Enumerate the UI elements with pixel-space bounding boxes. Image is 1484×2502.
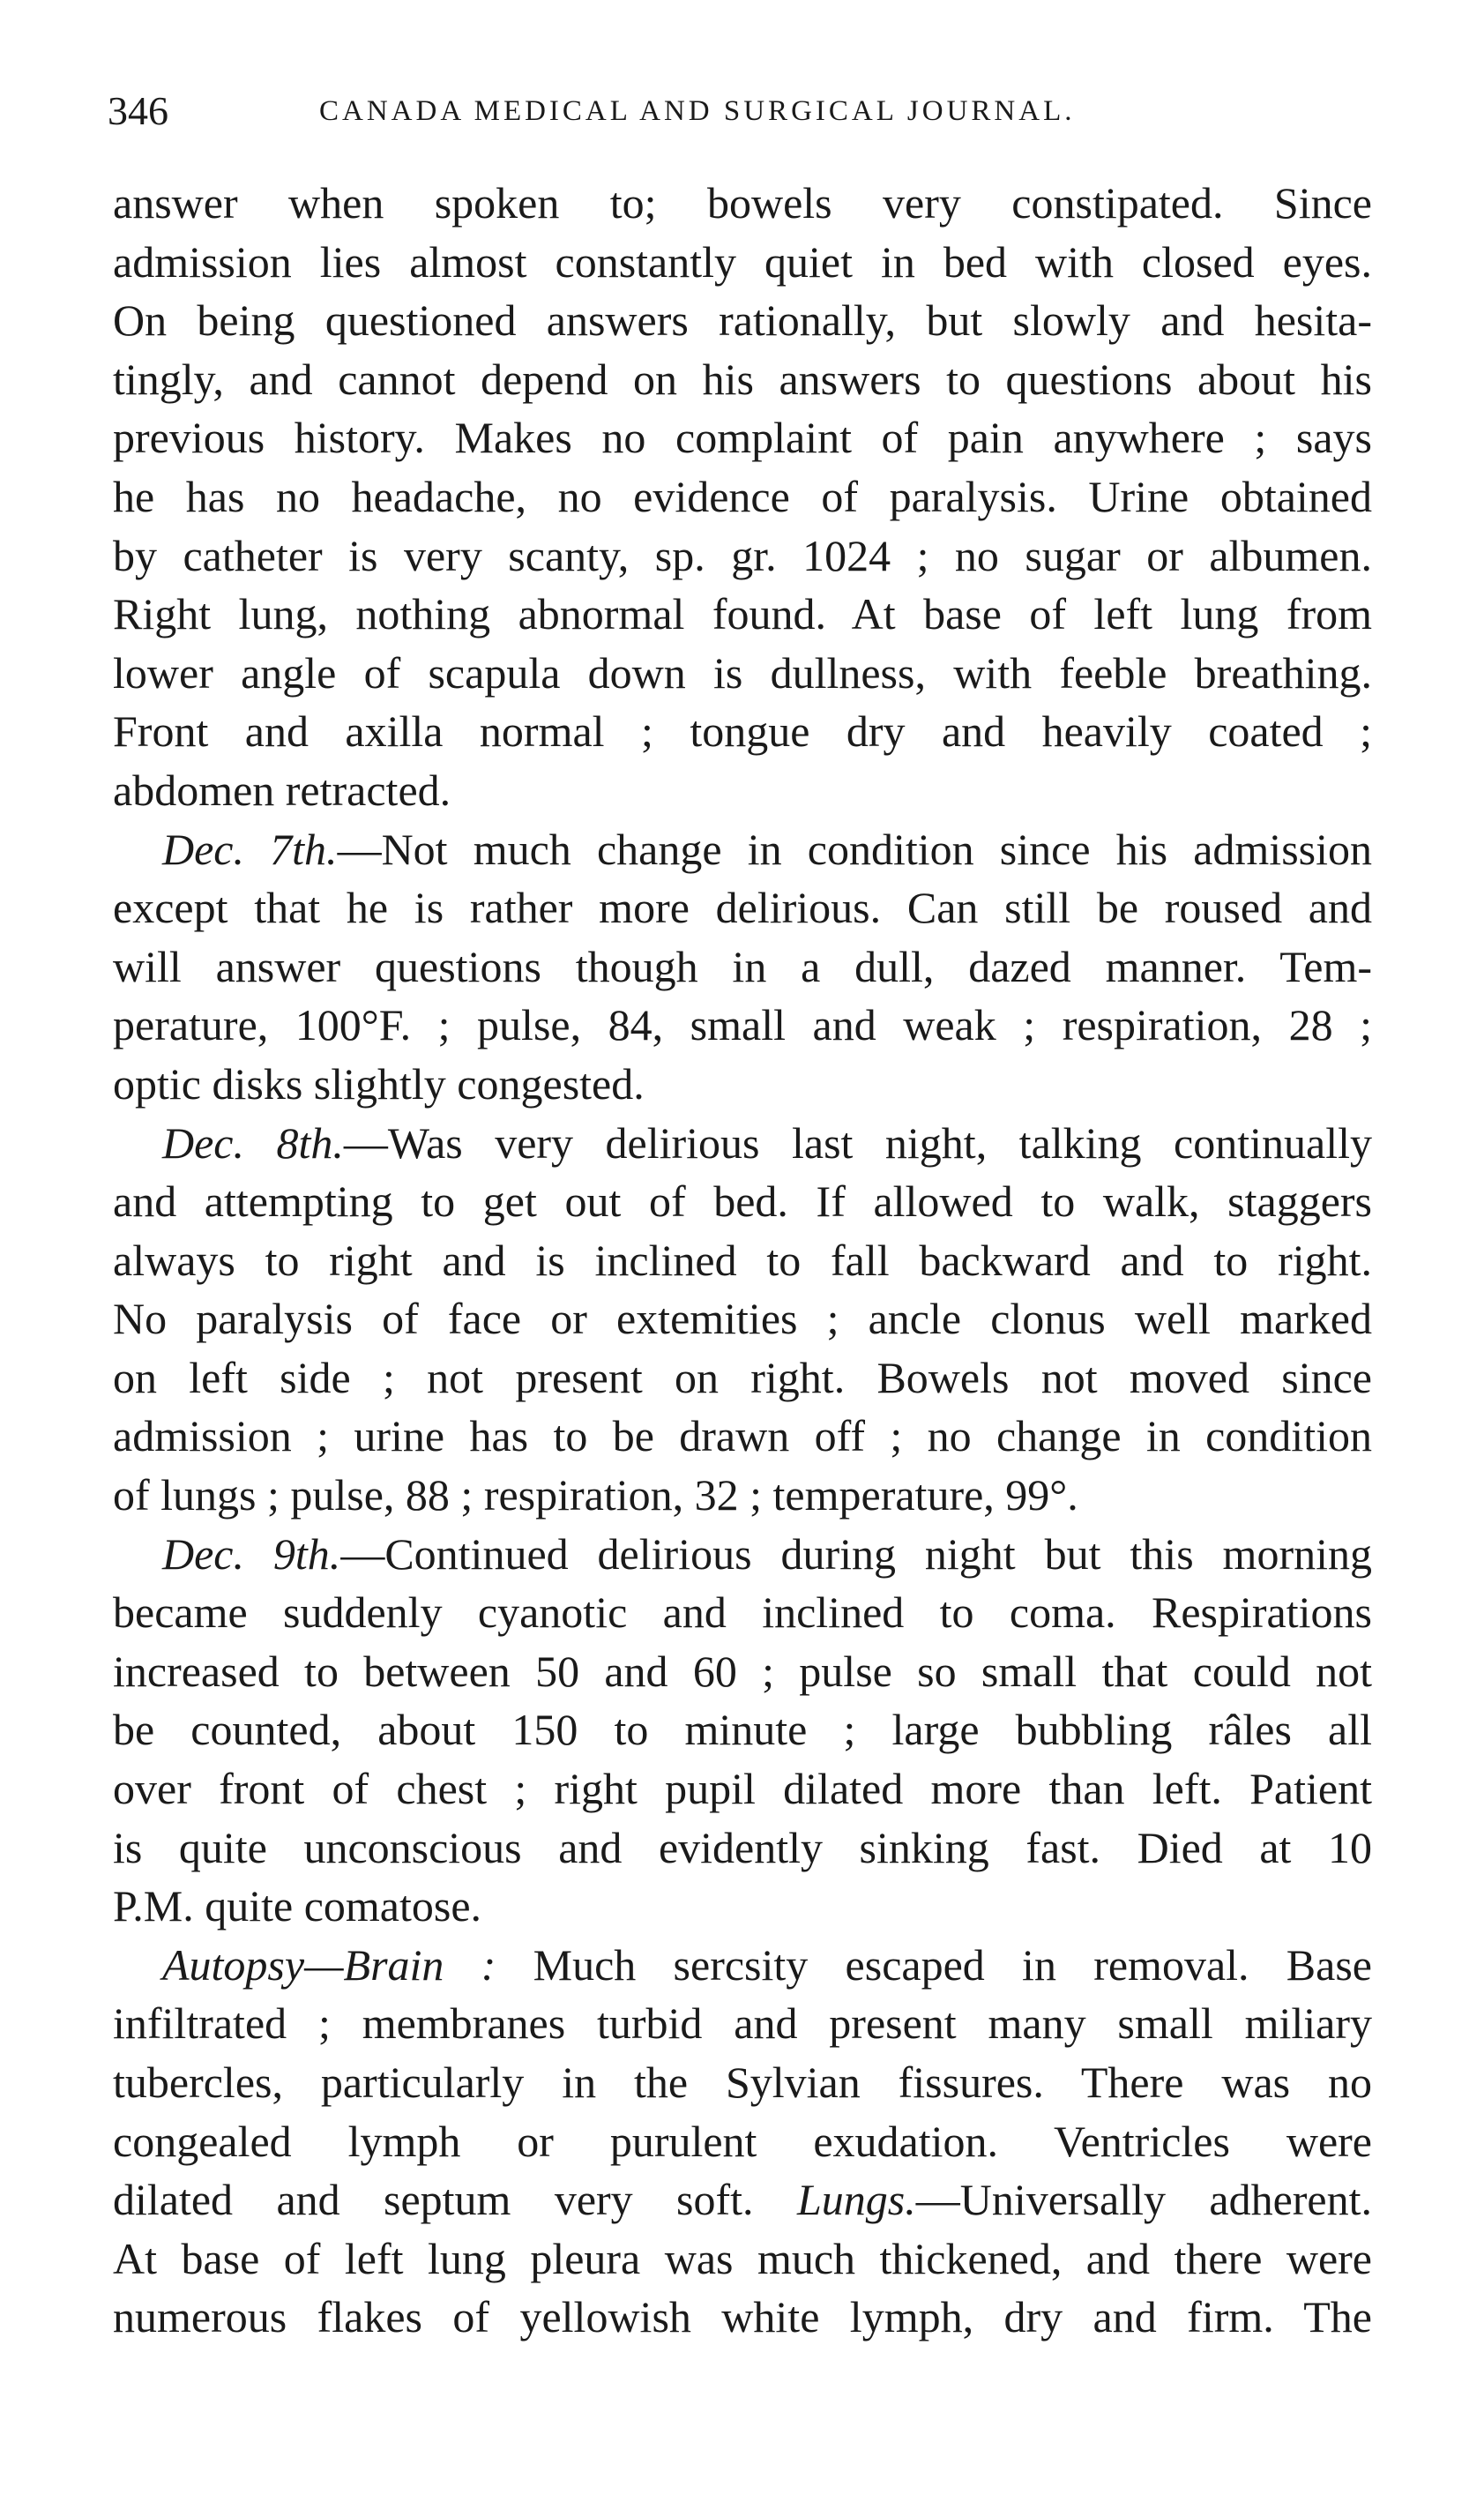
text-line: will answer questions though in a dull, dazed manner. Tem- xyxy=(113,941,1372,991)
body-text xyxy=(113,174,1372,2347)
text-line: always to right and is inclined to fall backward and to right. xyxy=(113,1235,1372,1285)
running-head xyxy=(108,85,1377,138)
text-line: optic disks slightly congested. xyxy=(113,1058,645,1109)
text-line: on left side ; not present on right. Bowels not moved since xyxy=(113,1352,1372,1402)
text-line: P.M. quite comatose. xyxy=(113,1881,482,1931)
text-line: be counted, about 150 to minute ; large bubbling râles all xyxy=(113,1705,1372,1755)
text-line: and attempting to get out of bed. If allowed to walk, staggers xyxy=(113,1176,1372,1227)
section-heading: Lungs. xyxy=(796,2175,916,2225)
text-line: numerous flakes of yellowish white lymph, dry and firm. The xyxy=(113,2292,1372,2342)
text-line: On being questioned answers rationally, but slowly and hesita- xyxy=(113,295,1372,346)
text-line: became suddenly cyanotic and inclined to coma. Respirations xyxy=(113,1587,1372,1638)
text-line: previous history. Makes no complaint of pain anywhere ; says xyxy=(113,413,1372,463)
text-line: infiltrated ; membranes turbid and present many small miliary xyxy=(113,1998,1372,2049)
text-line: lower angle of scapula down is dullness, with feeble breathing. xyxy=(113,647,1372,698)
text-line: by catheter is very scanty, sp. gr. 1024 ; no sugar or albumen. xyxy=(113,530,1372,580)
entry-dec-9: Dec. 9th.—Continued delirious during night but this morning xyxy=(162,1528,1372,1579)
text-line: tubercles, particularly in the Sylvian fissures. There was no xyxy=(113,2058,1372,2107)
journal-title: CANADA MEDICAL AND SURGICAL JOURNAL. xyxy=(319,95,1076,127)
page-number: 346 xyxy=(108,88,168,133)
entry-autopsy: Autopsy—Brain : Much sercsity escaped in removal. Base xyxy=(162,1939,1372,1990)
entry-date: Dec. 9th. xyxy=(162,1528,341,1579)
entry-date: Dec. 8th. xyxy=(162,1117,344,1168)
text-line: except that he is rather more delirious. Can still be roused and xyxy=(113,883,1372,933)
text-line: dilated and septum very soft. Lungs.—Universally adherent. xyxy=(113,2175,1372,2225)
entry-date: Dec. 7th. xyxy=(162,824,338,874)
text-line: is quite unconscious and evidently sinking fast. Died at 10 xyxy=(113,1822,1372,1872)
text-line: At base of left lung pleura was much thickened, and there were xyxy=(113,2233,1372,2283)
text-line: perature, 100°F. ; pulse, 84, small and weak ; respiration, 28 ; xyxy=(113,1000,1372,1050)
text-line: Right lung, nothing abnormal found. At base of left lung from xyxy=(113,589,1372,639)
text-line: he has no headache, no evidence of paralysis. Urine obtained xyxy=(113,471,1372,521)
entry-dec-7: Dec. 7th.—Not much change in condition since his admission xyxy=(162,824,1372,874)
text-line: tingly, and cannot depend on his answers to questions about his xyxy=(113,354,1372,404)
text-line: of lungs ; pulse, 88 ; respiration, 32 ; temperature, 99°. xyxy=(113,1470,1078,1520)
text-line: Front and axilla normal ; tongue dry and heavily coated ; xyxy=(113,706,1372,757)
text-line: answer when spoken to; bowels very constipated. Since xyxy=(113,178,1372,228)
entry-dec-8: Dec. 8th.—Was very delirious last night, talking continually xyxy=(162,1117,1372,1168)
text-line: increased to between 50 and 60 ; pulse so small that could not xyxy=(113,1646,1372,1696)
text-line: admission lies almost constantly quiet in bed with closed eyes. xyxy=(113,236,1372,287)
text-line: No paralysis of face or extemities ; ancle clonus well marked xyxy=(113,1294,1372,1344)
text-line: admission ; urine has to be drawn off ; no change in condition xyxy=(113,1411,1372,1461)
text-line: over front of chest ; right pupil dilated more than left. Patient xyxy=(113,1764,1372,1814)
text-line: congealed lymph or purulent exudation. Ventricles were xyxy=(113,2116,1372,2166)
text-line: abdomen retracted. xyxy=(113,765,451,815)
section-heading: Autopsy—Brain : xyxy=(162,1939,496,1990)
